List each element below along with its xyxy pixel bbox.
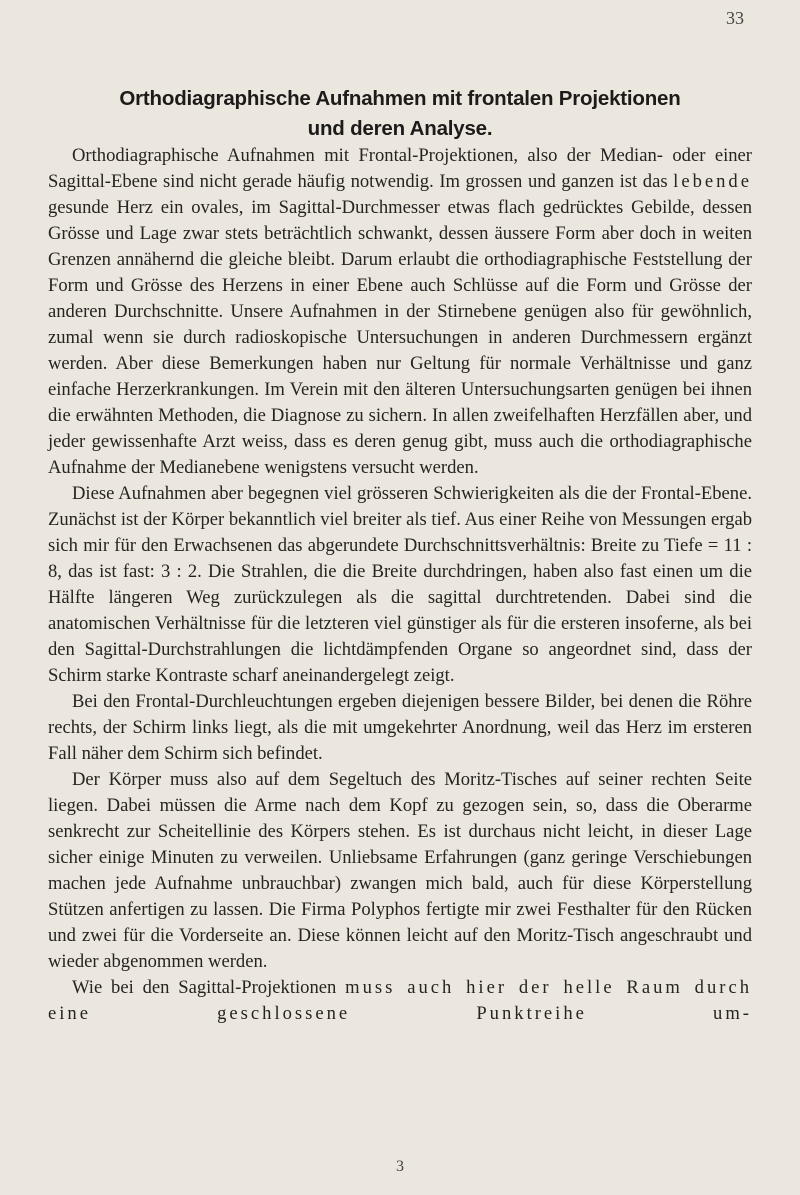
paragraph-5 (48, 975, 752, 1027)
paragraph-2 (48, 481, 752, 689)
heading-line-2: und deren Analyse. (307, 117, 493, 140)
paragraph-5-spaced-text: muss auch hier der helle Raum durch eine geschlossene Punktreihe um- (48, 977, 752, 1024)
paragraph-3-text: Bei den Frontal-Durchleuchtungen ergeben diejenigen bessere Bilder, bei denen die Röhre rechts, der Schirm links liegt, als die mit umgekehrter Anordnung, weil das Herz im ersteren Fall näher dem Schirm sich befindet. (48, 691, 752, 764)
paragraph-5-text-a: Wie bei den Sagittal-Projektionen (72, 977, 346, 998)
paragraph-1 (48, 143, 752, 481)
paragraph-1-spaced-word: lebende (673, 171, 752, 192)
paragraph-1-text-b: gesunde Herz ein ovales, im Sagittal-Durchmesser etwas flach gedrücktes Gebilde, dessen Grösse und Lage zwar stets beträchtlich schwankt, dessen äussere Form aber doch in weiten Grenzen annähernd die gleiche bleibt. Darum erlaubt die orthodiagraphische Feststellung der Form und Grösse des Herzens in einer Ebene auch Schlüsse auf die Form und Grösse der anderen Durchschnitte. Unsere Aufnahmen in der Stirnebene genügen also für gewöhnlich, zumal wenn sie durch radioskopische Untersuchungen in anderen Durchmessern ergänzt werden. Aber diese Bemerkungen haben nur Geltung für normale Verhältnisse und ganz einfache Herzerkrankungen. Im Verein mit den älteren Untersuchungsarten genügen bei ihnen die erwähnten Methoden, die Diagnose zu sichern. In allen zweifelhaften Herzfällen aber, und jeder gewissenhafte Arzt weiss, dass es deren genug gibt, muss auch die orthodiagraphische Aufnahme der Medianebene wenigstens versucht werden. (48, 197, 752, 478)
body-text (48, 143, 752, 1027)
section-heading (60, 84, 740, 144)
heading-line-1: Orthodiagraphische Aufnahmen mit frontalen Projektionen (119, 87, 681, 110)
signature-mark: 3 (396, 1158, 404, 1175)
page-number: 33 (726, 8, 744, 28)
paragraph-3 (48, 689, 752, 767)
paragraph-2-text: Diese Aufnahmen aber begegnen viel grösseren Schwierigkeiten als die der Frontal-Ebene. Zunächst ist der Körper bekanntlich viel breiter als tief. Aus einer Reihe von Messungen ergab sich mir für den Erwachsenen das abgerundete Durchschnittsverhältnis: Breite zu Tiefe = 11 : 8, das ist fast: 3 : 2. Die Strahlen, die die Breite durchdringen, haben also fast einen um die Hälfte längeren Weg zurückzulegen als die sagittal durchtretenden. Dabei sind die anatomischen Verhältnisse für die letzteren viel günstiger als für die ersteren insoferne, als bei den Sagittal-Durchstrahlungen die lichtdämpfenden Organe so angeordnet sind, dass der Schirm starke Kontraste scharf aneinandergelegt zeigt. (48, 483, 752, 686)
paragraph-4 (48, 767, 752, 975)
paragraph-1-text-a: Orthodiagraphische Aufnahmen mit Frontal-Projektionen, also der Median- oder einer Sagittal-Ebene sind nicht gerade häufig notwendig. Im grossen und ganzen ist das (48, 145, 752, 192)
paragraph-4-text: Der Körper muss also auf dem Segeltuch des Moritz-Tisches auf seiner rechten Seite liegen. Dabei müssen die Arme nach dem Kopf zu gezogen sein, so, dass die Oberarme senkrecht zur Scheitellinie des Körpers stehen. Es ist durchaus nicht leicht, in dieser Lage sicher einige Minuten zu verweilen. Unliebsame Erfahrungen (ganz geringe Verschiebungen machen jede Aufnahme unbrauchbar) zwangen mich bald, auch für diese Körperstellung Stützen anfertigen zu lassen. Die Firma Polyphos fertigte mir zwei Festhalter für den Rücken und zwei für die Vorderseite an. Diese können leicht auf den Moritz-Tisch angeschraubt und wieder abgenommen werden. (48, 769, 752, 972)
